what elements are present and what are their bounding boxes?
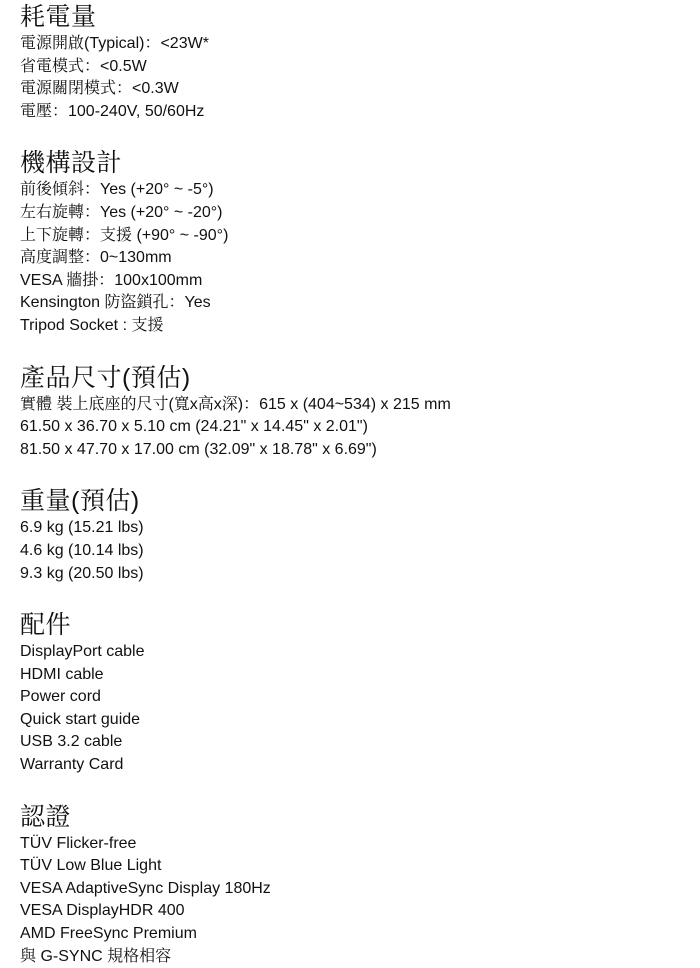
section-title-weight: 重量(預估)	[20, 487, 140, 516]
section-spacer	[20, 338, 690, 362]
spec-line: 6.9 kg (15.21 lbs)	[20, 519, 144, 537]
section-title-accessories: 配件	[20, 611, 72, 640]
section-spacer	[20, 123, 690, 147]
section-accessories	[20, 609, 690, 777]
section-certifications	[20, 801, 690, 968]
spec-line: 省電模式：<0.5W	[20, 57, 147, 75]
section-product-dimensions	[20, 362, 690, 462]
spec-line: DisplayPort cable	[20, 643, 145, 661]
spec-line: Tripod Socket : 支援	[20, 316, 164, 334]
section-spacer	[20, 777, 690, 801]
spec-line: 9.3 kg (20.50 lbs)	[20, 564, 144, 582]
spec-line: Quick start guide	[20, 710, 141, 728]
spec-line: AMD FreeSync Premium	[20, 925, 197, 943]
spec-line: 高度調整：0~130mm	[20, 249, 172, 267]
spec-line: 81.50 x 47.70 x 17.00 cm (32.09" x 18.78" x 6.69")	[20, 440, 377, 458]
spec-line: 4.6 kg (10.14 lbs)	[20, 541, 144, 559]
section-spacer	[20, 461, 690, 485]
section-spacer	[20, 585, 690, 609]
spec-line: 電源開啟(Typical)：<23W*	[20, 35, 209, 52]
spec-line: 電源關閉模式：<0.3W	[20, 80, 179, 98]
section-power-consumption	[20, 0, 690, 123]
spec-line: VESA 牆掛：100x100mm	[20, 271, 203, 289]
section-title-product-dimensions: 產品尺寸(預估)	[20, 363, 191, 392]
spec-line: TÜV Flicker-free	[20, 834, 137, 852]
section-title-mechanical-design: 機構設計	[20, 149, 123, 178]
section-title-certifications: 認證	[20, 802, 72, 831]
spec-line: Power cord	[20, 688, 101, 706]
spec-line: VESA AdaptiveSync Display 180Hz	[20, 879, 271, 897]
spec-line: HDMI cable	[20, 665, 104, 683]
spec-line: 電壓：100-240V, 50/60Hz	[20, 102, 205, 120]
spec-line: 實體 裝上底座的尺寸(寬x高x深)：615 x (404~534) x 215 mm	[20, 395, 451, 413]
spec-line: Warranty Card	[20, 756, 124, 774]
section-title-power-consumption: 耗電量	[20, 3, 97, 31]
spec-line: 前後傾斜：Yes (+20° ~ -5°)	[20, 181, 214, 199]
section-mechanical-design	[20, 147, 690, 337]
spec-line: 61.50 x 36.70 x 5.10 cm (24.21" x 14.45" x 2.01")	[20, 418, 368, 436]
spec-line: 與 G-SYNC 規格相容	[20, 947, 172, 965]
spec-line: Kensington 防盜鎖孔：Yes	[20, 294, 211, 312]
spec-line: VESA DisplayHDR 400	[20, 902, 185, 920]
section-weight	[20, 485, 690, 585]
spec-line: USB 3.2 cable	[20, 733, 123, 751]
spec-sheet	[20, 0, 690, 968]
spec-line: TÜV Low Blue Light	[20, 857, 162, 875]
spec-line: 上下旋轉：支援 (+90° ~ -90°)	[20, 226, 229, 244]
spec-line: 左右旋轉：Yes (+20° ~ -20°)	[20, 203, 223, 221]
